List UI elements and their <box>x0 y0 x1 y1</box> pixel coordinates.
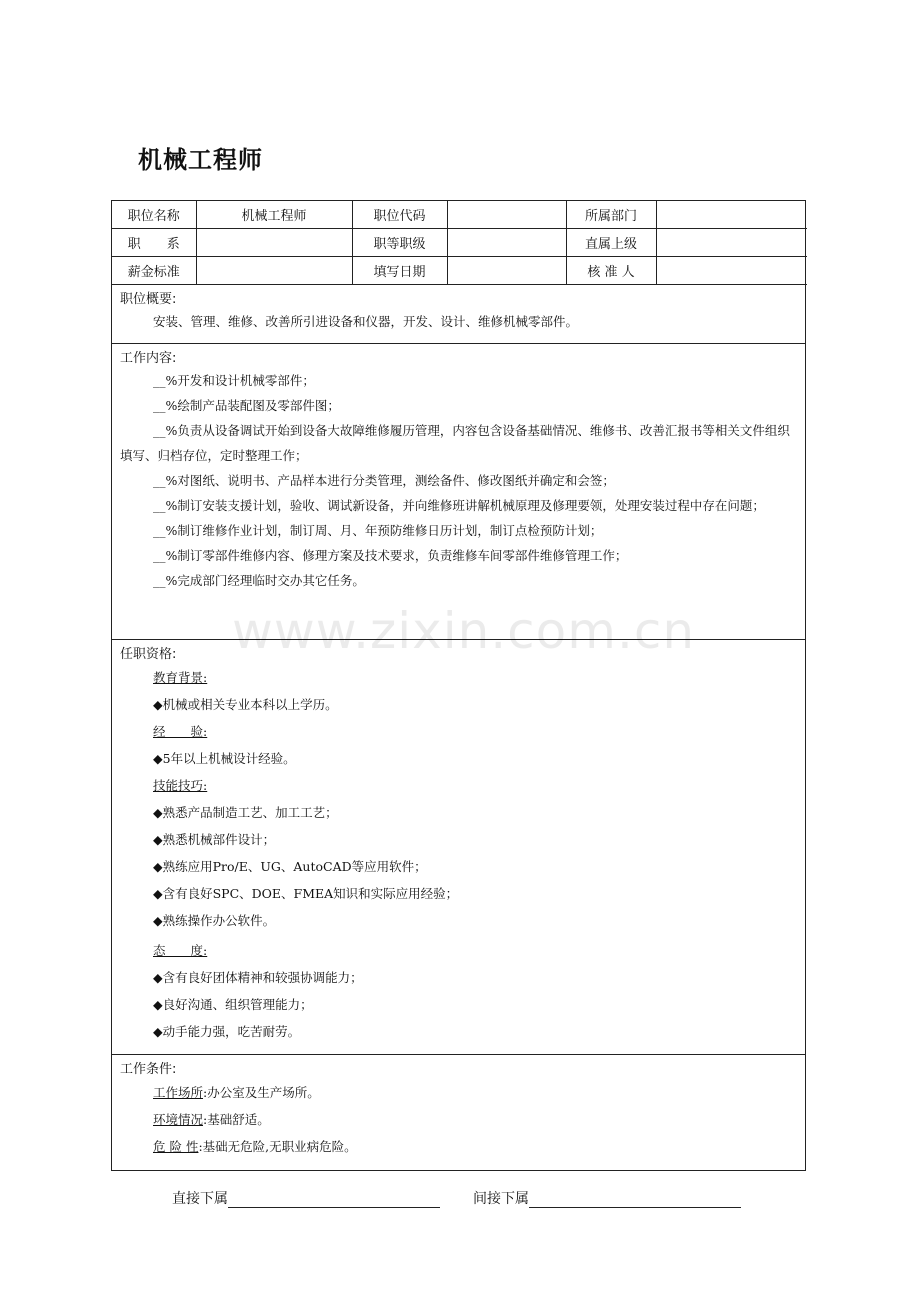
duty-text: %完成部门经理临时交办其它任务。 <box>165 573 365 588</box>
skill-item: ◆熟练操作办公软件。 <box>153 913 276 928</box>
duty-text: %制订零部件维修内容、修理方案及技术要求，负责维修车间零部件维修管理工作； <box>165 548 628 563</box>
skills-list <box>153 799 797 934</box>
direct-subordinate <box>172 1188 440 1208</box>
position-code-value <box>447 201 566 229</box>
department-value <box>656 201 807 229</box>
salary-value <box>196 257 352 285</box>
watermark: www.zixin.com.cn <box>232 602 696 660</box>
duty-item <box>120 568 797 593</box>
education-list <box>153 691 797 718</box>
blank-marker: __ <box>153 373 166 388</box>
environment-value: :基础舒适。 <box>203 1112 270 1127</box>
supervisor-label: 直属上级 <box>566 229 656 257</box>
overview-text: 安装、管理、维修、改善所引进设备和仪器，开发、设计、维修机械零部件。 <box>153 314 579 329</box>
education-label: 教育背景: <box>153 670 208 685</box>
risk-label: 危 险 性 <box>153 1139 199 1154</box>
duty-item <box>120 368 797 393</box>
duty-item <box>120 518 797 543</box>
duty-item <box>120 468 797 493</box>
duties-list <box>120 368 797 593</box>
skill-item: ◆熟悉产品制造工艺、加工工艺； <box>153 805 338 820</box>
attitude-item: ◆含有良好团体精神和较强协调能力； <box>153 970 363 985</box>
experience-list <box>153 745 797 772</box>
duty-text: %制订安装支援计划，验收、调试新设备，并向维修班讲解机械原理及修理要领，处理安装过程中存在问题； <box>165 498 765 513</box>
duties-heading: 工作内容: <box>120 351 177 366</box>
blank-marker: __ <box>153 423 166 438</box>
duty-item <box>120 418 797 468</box>
duty-text: %制订维修作业计划，制订周、月、年预防维修日历计划，制订点检预防计划； <box>165 523 603 538</box>
place-value: :办公室及生产场所。 <box>203 1085 320 1100</box>
salary-label: 薪金标准 <box>112 257 196 285</box>
page-title: 机械工程师 <box>138 146 263 174</box>
grade-value <box>447 229 566 257</box>
duty-item <box>120 493 797 518</box>
blank-marker: __ <box>153 523 166 538</box>
blank-marker: __ <box>153 398 166 413</box>
direct-subordinate-line[interactable] <box>228 1191 440 1208</box>
fill-date-value <box>447 257 566 285</box>
position-code-label: 职位代码 <box>352 201 447 229</box>
qualifications-heading: 任职资格: <box>120 647 177 662</box>
skill-item: ◆熟悉机械部件设计； <box>153 832 276 847</box>
environment-label: 环境情况 <box>153 1112 204 1127</box>
attitude-label: 态 度: <box>153 943 208 958</box>
duty-text: %开发和设计机械零部件； <box>165 373 315 388</box>
blank-marker: __ <box>153 548 166 563</box>
duties-section <box>112 343 805 639</box>
direct-subordinate-label: 直接下属 <box>172 1191 228 1207</box>
conditions-section <box>112 1054 805 1170</box>
indirect-subordinate <box>473 1188 741 1208</box>
series-label: 职 系 <box>112 229 196 257</box>
duty-text: %对图纸、说明书、产品样本进行分类管理，测绘备件、修改图纸并确定和会签； <box>165 473 615 488</box>
overview-section <box>112 285 805 343</box>
overview-heading: 职位概要: <box>120 292 177 307</box>
duty-item <box>120 543 797 568</box>
series-value <box>196 229 352 257</box>
attitude-list <box>153 964 797 1045</box>
blank-marker: __ <box>153 573 166 588</box>
indirect-subordinate-line[interactable] <box>529 1191 741 1208</box>
position-name-value: 机械工程师 <box>196 201 352 229</box>
supervisor-value <box>656 229 807 257</box>
skill-item: ◆熟练应用Pro/E、UG、AutoCAD等应用软件； <box>153 859 427 874</box>
info-table <box>112 201 807 285</box>
conditions-heading: 工作条件: <box>120 1062 177 1077</box>
department-label: 所属部门 <box>566 201 656 229</box>
blank-marker: __ <box>153 498 166 513</box>
experience-item: ◆5年以上机械设计经验。 <box>153 751 296 766</box>
job-description-form <box>111 200 806 1171</box>
approver-value <box>656 257 807 285</box>
duty-text: %负责从设备调试开始到设备大故障维修履历管理，内容包含设备基础情况、维修书、改善汇报书等相关文件组织填写、归档存位，定时整理工作； <box>120 423 790 463</box>
skills-label: 技能技巧: <box>153 778 208 793</box>
attitude-item: ◆良好沟通、组织管理能力； <box>153 997 313 1012</box>
duty-item <box>120 393 797 418</box>
duty-text: %绘制产品装配图及零部件图； <box>165 398 340 413</box>
experience-label: 经 验: <box>153 724 208 739</box>
fill-date-label: 填写日期 <box>352 257 447 285</box>
skill-item: ◆含有良好SPC、DOE、FMEA知识和实际应用经验； <box>153 886 459 901</box>
place-label: 工作场所 <box>153 1085 204 1100</box>
position-name-label: 职位名称 <box>112 201 196 229</box>
risk-value: :基础无危险,无职业病危险。 <box>198 1139 357 1154</box>
indirect-subordinate-label: 间接下属 <box>473 1191 529 1207</box>
attitude-item: ◆动手能力强，吃苦耐劳。 <box>153 1024 301 1039</box>
blank-marker: __ <box>153 473 166 488</box>
education-item: ◆机械或相关专业本科以上学历。 <box>153 697 338 712</box>
approver-label: 核 准 人 <box>566 257 656 285</box>
grade-label: 职等职级 <box>352 229 447 257</box>
qualifications-section <box>112 639 805 1054</box>
